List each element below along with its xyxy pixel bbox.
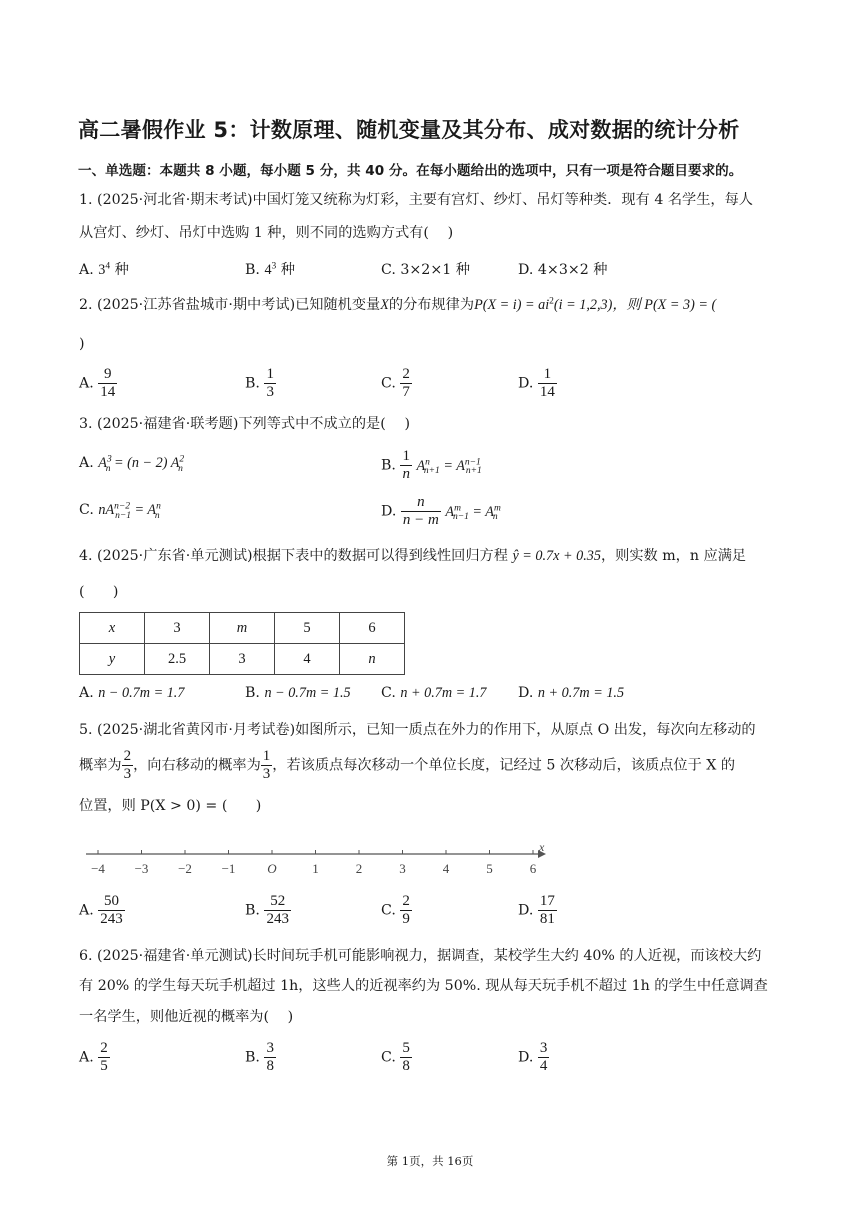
table-cell: n (340, 644, 405, 675)
table-row (80, 644, 405, 675)
q1-option-b: B. $4^3$ 种 (245, 261, 295, 278)
q3-option-c: C. $nA^{n-2}_{n-1} = A^n_n$ (79, 501, 161, 521)
q1-option-d: D. 4×3×2 种 (518, 262, 608, 278)
q4-option-c: C. n + 0.7m = 1.7 (381, 685, 487, 701)
axis-label: x (539, 840, 545, 854)
table-cell: y (80, 644, 145, 675)
q6-option-c: C. $\frac{5}{8}$ (381, 1040, 410, 1074)
page-title: 高二暑假作业 5：计数原理、随机变量及其分布、成对数据的统计分析 (78, 118, 740, 142)
q5-line3: 位置，则 P(X > 0) = ( ) (79, 798, 262, 814)
q4-line2: ( ) (79, 584, 119, 600)
axis-tick-label: 1 (312, 861, 319, 876)
axis-tick-label: −1 (221, 861, 236, 876)
axis-tick-label: 4 (442, 861, 450, 876)
q2-line2: ) (79, 336, 85, 352)
q6-option-b: B. $\frac{3}{8}$ (245, 1040, 274, 1074)
table-cell: 3 (145, 613, 210, 644)
q6-line3: 一名学生，则他近视的概率为( ) (79, 1009, 294, 1025)
axis-tick-label: 2 (355, 861, 363, 876)
q6-line1: 6. (2025·福建省·单元测试)长时间玩手机可能影响视力，据调查，某校学生大约 40% 的人近视，而该校大约 (79, 948, 762, 964)
table-cell: m (210, 613, 275, 644)
table-cell: x (80, 613, 145, 644)
q3-option-a: A. $A^3_n = (n - 2)$ $A^2_n$ (79, 454, 185, 474)
axis-tick-label: −4 (91, 861, 105, 876)
q4-option-d: D. n + 0.7m = 1.5 (518, 685, 625, 701)
axis-tick-label: −3 (134, 861, 149, 876)
q5-line2: 概率为 $\frac{2}{3}$ ，向右移动的概率为 $\frac{1}{3}$ ，若该质点每次移动一个单位长度，记经过 5 次移动后，该质点位于 X 的 (79, 748, 736, 782)
table-cell: 6 (340, 613, 405, 644)
axis-tick-label: −2 (178, 861, 192, 876)
q3-option-b: B. $\frac{1}{n}$ $A^n_{n+1} = A^{n-1}_{n+1}$ (381, 448, 482, 482)
q1-option-a: A. $3^4$ 种 (79, 261, 129, 278)
q2-option-b: B. $\frac{1}{3}$ (245, 366, 274, 400)
axis-tick-label: O (267, 861, 277, 876)
q5-option-d: D. $\frac{17}{81}$ (518, 893, 555, 927)
axis-tick-label: 3 (399, 861, 406, 876)
q5-line1: 5. (2025·湖北省黄冈市·月考试卷)如图所示，已知一质点在外力的作用下，从原点 O 出发，每次向左移动的 (79, 722, 756, 738)
q6-option-a: A. $\frac{2}{5}$ (79, 1040, 108, 1074)
q3-line1: 3. (2025·福建省·联考题)下列等式中不成立的是( ) (79, 416, 411, 432)
table-cell: 2.5 (145, 644, 210, 675)
q6-line2: 有 20% 的学生每天玩手机超过 1h，这些人的近视率约为 50%. 现从每天玩手机不超过 1h 的学生中任意调查 (79, 978, 768, 994)
q5-option-c: C. $\frac{2}{9}$ (381, 893, 410, 927)
q4-option-b: B. n − 0.7m = 1.5 (245, 685, 351, 701)
q1-line2: 从宫灯、纱灯、吊灯中选购 1 种，则不同的选购方式有( ) (79, 225, 454, 241)
q4-option-a: A. n − 0.7m = 1.7 (79, 685, 185, 701)
q2-option-a: A. $\frac{9}{14}$ (79, 366, 116, 400)
q3-option-d: D. $\frac{n}{n - m}$ $A^m_{n-1} = A^m_n$ (381, 494, 501, 528)
table-cell: 5 (275, 613, 340, 644)
number-line-figure (80, 840, 560, 882)
table-cell: 3 (210, 644, 275, 675)
q5-option-b: B. $\frac{52}{243}$ (245, 893, 289, 927)
page-footer: 第 1页，共 16页 (386, 1154, 474, 1168)
axis-tick-label: 6 (529, 861, 537, 876)
section-heading: 一、单选题：本题共 8 小题，每小题 5 分，共 40 分。在每小题给出的选项中，只有一项是符合题目要求的。 (78, 163, 743, 179)
q4-data-table (79, 612, 405, 675)
q2-option-c: C. $\frac{2}{7}$ (381, 366, 410, 400)
q1-option-c: C. 3×2×1 种 (381, 262, 470, 278)
q4-line1: 4. (2025·广东省·单元测试)根据下表中的数据可以得到线性回归方程 ŷ = 0.7x + 0.35，则实数 m，n 应满足 (79, 548, 747, 564)
q2-line1: 2. (2025·江苏省盐城市·期中考试)已知随机变量X的分布规律为$P(X = i) = ai^2(i = 1,2,3)$，则 P(X = 3) = ( (79, 296, 717, 313)
q6-option-d: D. $\frac{3}{4}$ (518, 1040, 548, 1074)
table-cell: 4 (275, 644, 340, 675)
axis-tick-label: 5 (486, 861, 493, 876)
table-row (80, 613, 405, 644)
q5-option-a: A. $\frac{50}{243}$ (79, 893, 123, 927)
q1-line1: 1. (2025·河北省·期末考试)中国灯笼又统称为灯彩，主要有宫灯、纱灯、吊灯等种类．现有 4 名学生，每人 (79, 192, 753, 208)
q2-option-d: D. $\frac{1}{14}$ (518, 366, 555, 400)
